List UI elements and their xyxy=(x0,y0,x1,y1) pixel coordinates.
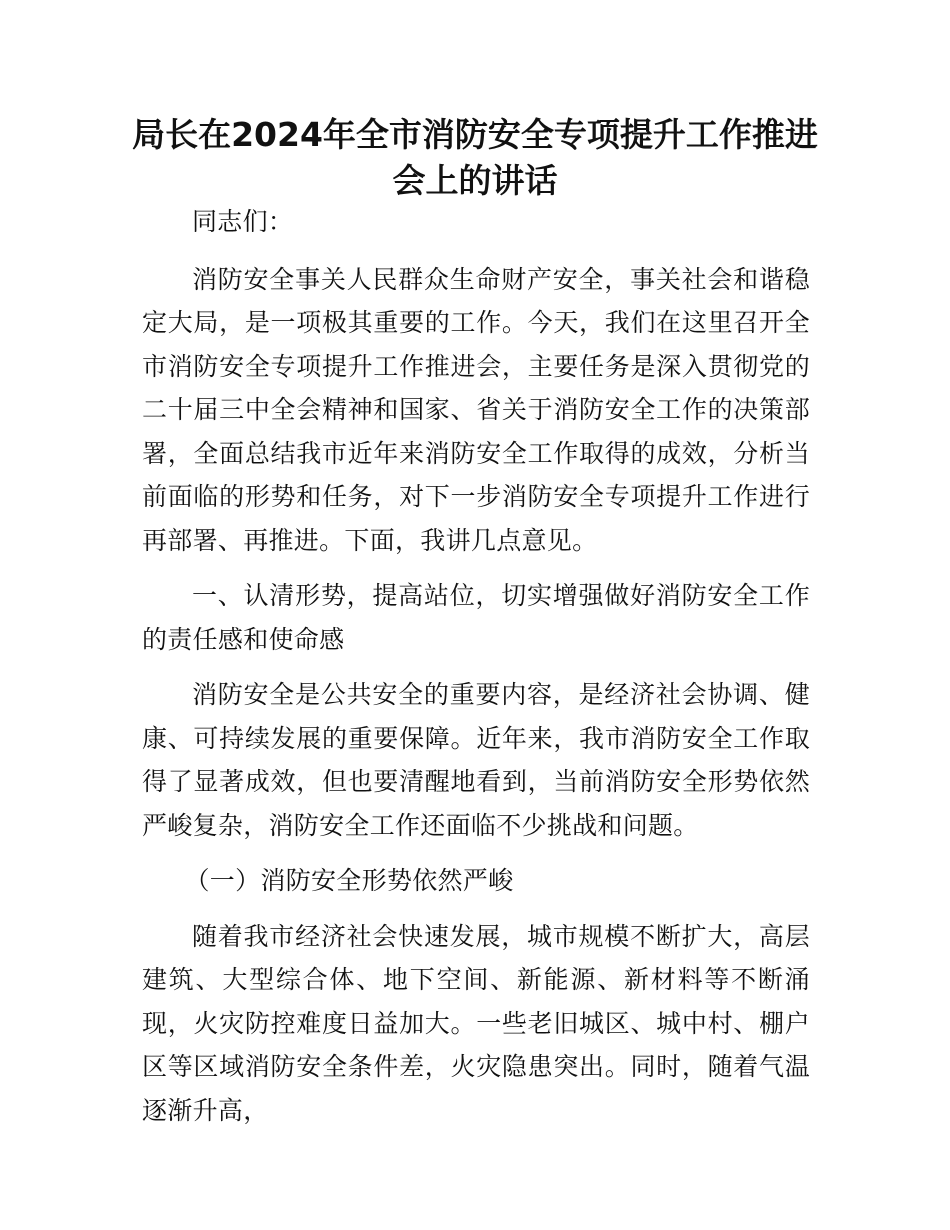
section-paragraph: 消防安全是公共安全的重要内容，是经济社会协调、健康、可持续发展的重要保障。近年来，我市消防安全工作取得了显著成效，但也要清醒地看到，当前消防安全形势依然严峻复杂，消防安全工作还面临不少挑战和问题。 xyxy=(142,680,810,840)
document-body xyxy=(142,200,810,1144)
title-line-1: 局长在2024年全市消防安全专项提升工作推进 xyxy=(132,115,818,154)
document-title xyxy=(100,112,850,204)
title-line-2: 会上的讲话 xyxy=(392,161,558,200)
salutation: 同志们： xyxy=(192,207,294,236)
section-heading: 一、认清形势，提高站位，切实增强做好消防安全工作的责任感和使命感 xyxy=(142,581,810,654)
subsection-heading: （一）消防安全形势依然严峻 xyxy=(184,866,514,895)
intro-paragraph: 消防安全事关人民群众生命财产安全，事关社会和谐稳定大局，是一项极其重要的工作。今天，我们在这里召开全市消防安全专项提升工作推进会，主要任务是深入贯彻党的二十届三中全会精神和国家、省关于消防安全工作的决策部署，全面总结我市近年来消防安全工作取得的成效，分析当前面临的形势和任务，对下一步消防安全专项提升工作进行再部署、再推进。下面，我讲几点意见。 xyxy=(142,264,810,555)
subsection-paragraph: 随着我市经济社会快速发展，城市规模不断扩大，高层建筑、大型综合体、地下空间、新能源、新材料等不断涌现，火灾防控难度日益加大。一些老旧城区、城中村、棚户区等区域消防安全条件差，火灾隐患突出。同时，随着气温逐渐升高， xyxy=(142,921,810,1125)
